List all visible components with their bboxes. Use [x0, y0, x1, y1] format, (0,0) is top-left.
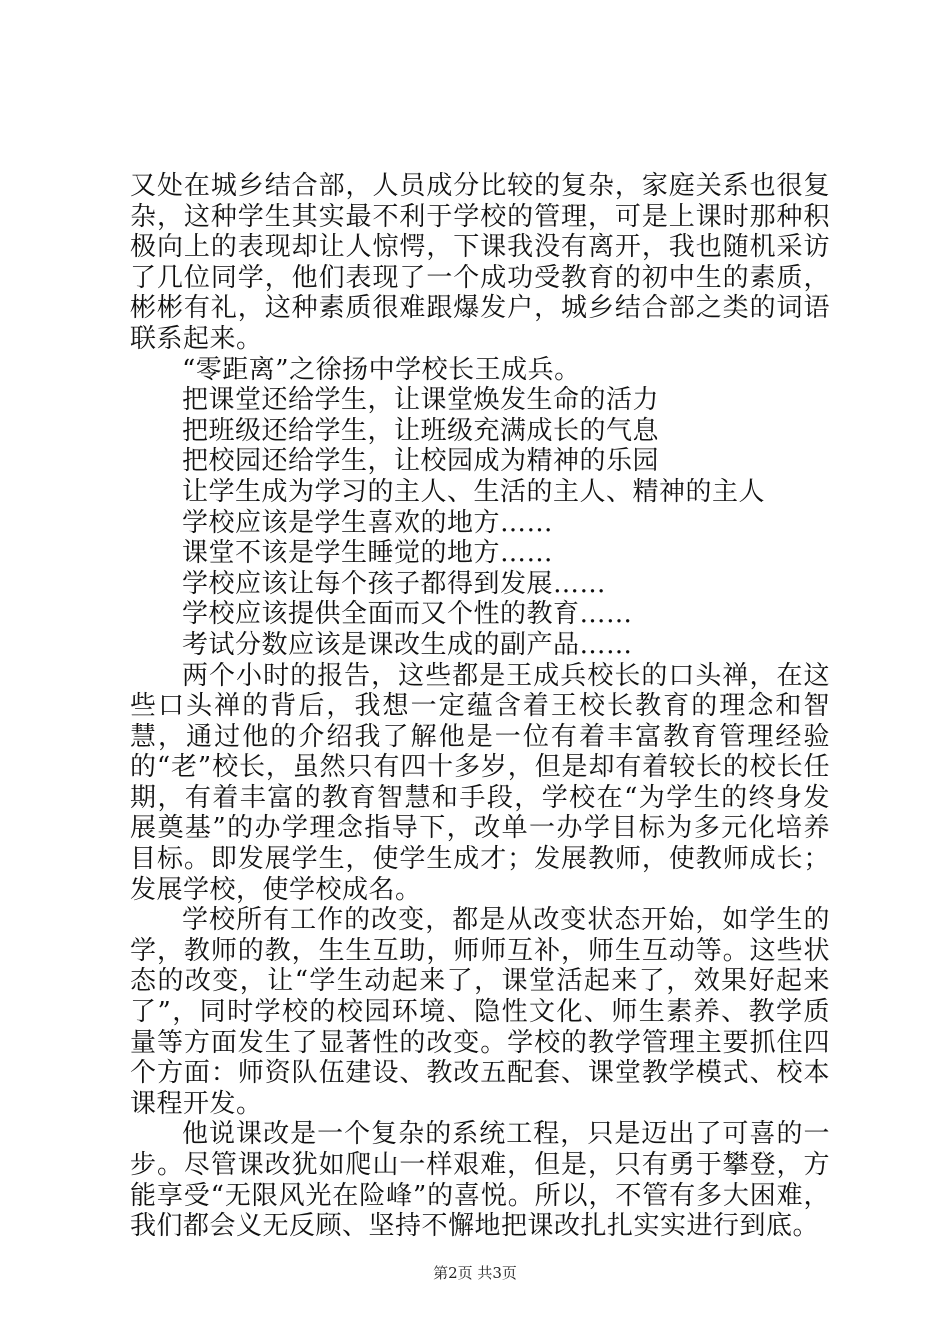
paragraph-heading: “零距离”之徐扬中学校长王成兵。: [182, 354, 581, 385]
paragraph-continuation: 又处在城乡结合部，人员成分比较的复杂，家庭关系也很复杂，这种学生其实最不利于学校的管理，可是上课时那种积极向上的表现却让人惊愕，下课我没有离开，我也随机采访了几位同学，他们表现了一个成功受教育的初中生的素质，彬彬有礼，这种素质很难跟爆发户，城乡结合部之类的词语联系起来。: [130, 171, 830, 354]
motto-line: 学校应该是学生喜欢的地方……: [182, 507, 554, 538]
document-body: [130, 171, 830, 1242]
paragraph: 他说课改是一个复杂的系统工程，只是迈出了可喜的一步。尽管课改犹如爬山一样艰难，但是，只有勇于攀登，方能享受“无限风光在险峰”的喜悦。所以，不管有多大困难，我们都会义无反顾、坚持不懈地把课改扎扎实实进行到底。: [130, 1119, 830, 1242]
motto-line: 让学生成为学习的主人、生活的主人、精神的主人: [182, 476, 766, 507]
motto-line: 考试分数应该是课改生成的副产品……: [182, 629, 633, 660]
motto-line: 学校应该让每个孩子都得到发展……: [182, 568, 607, 599]
motto-line: 把校园还给学生，让校园成为精神的乐园: [182, 446, 660, 477]
paragraph: 学校所有工作的改变，都是从改变状态开始，如学生的学，教师的教，生生互助，师师互补，师生互动等。这些状态的改变，让“学生动起来了，课堂活起来了，效果好起来了”，同时学校的校园环境、隐性文化、师生素养、教学质量等方面发生了显著性的改变。学校的教学管理主要抓住四个方面：师资队伍建设、教改五配套、课堂教学模式、校本课程开发。: [130, 905, 830, 1119]
motto-line: 把课堂还给学生，让课堂焕发生命的活力: [182, 385, 660, 416]
motto-line: 把班级还给学生，让班级充满成长的气息: [182, 415, 660, 446]
motto-line: 学校应该提供全面而又个性的教育……: [182, 599, 633, 630]
page-footer: 第2页 共3页: [433, 1264, 517, 1282]
paragraph: 两个小时的报告，这些都是王成兵校长的口头禅，在这些口头禅的背后，我想一定蕴含着王校长教育的理念和智慧，通过他的介绍我了解他是一位有着丰富教育管理经验的“老”校长，虽然只有四十多岁，但是却有着较长的校长任期，有着丰富的教育智慧和手段，学校在“为学生的终身发展奠基”的办学理念指导下，改单一办学目标为多元化培养目标。即发展学生，使学生成才；发展教师，使教师成长；发展学校，使学校成名。: [130, 660, 830, 905]
motto-line: 课堂不该是学生睡觉的地方……: [182, 538, 554, 569]
